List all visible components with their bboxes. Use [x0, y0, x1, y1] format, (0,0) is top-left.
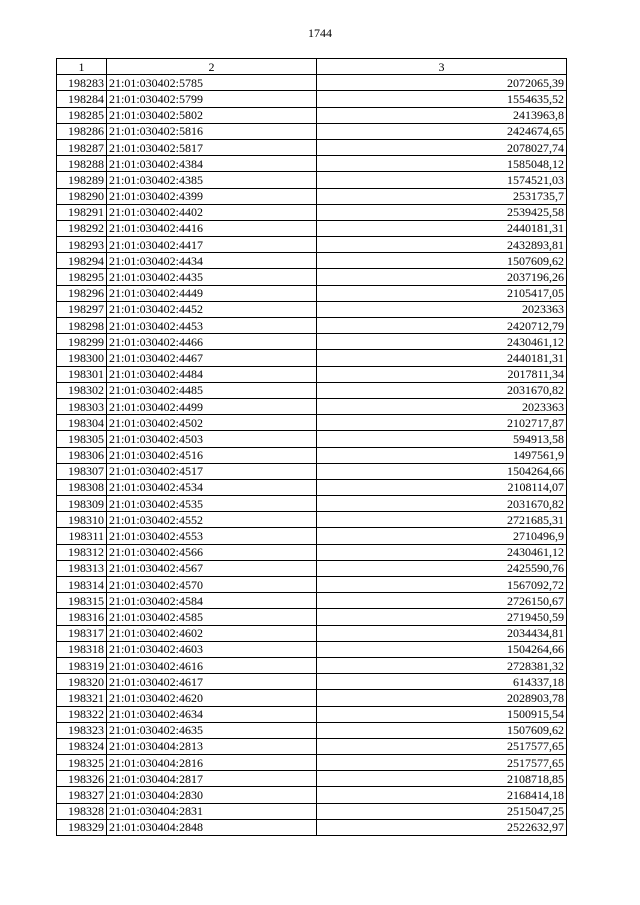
cadastral-number-cell: 21:01:030402:4570	[107, 577, 317, 593]
cadastral-value-cell: 1507609,62	[317, 253, 567, 269]
cadastral-number-cell: 21:01:030402:4402	[107, 204, 317, 220]
row-number-cell: 198287	[57, 139, 107, 155]
table-row	[57, 123, 567, 139]
cadastral-value-cell: 2031670,82	[317, 496, 567, 512]
table-row	[57, 625, 567, 641]
table-row	[57, 787, 567, 803]
cadastral-number-cell: 21:01:030402:4499	[107, 398, 317, 414]
row-number-cell: 198315	[57, 593, 107, 609]
cadastral-value-cell: 2031670,82	[317, 382, 567, 398]
cadastral-value-cell: 2719450,59	[317, 609, 567, 625]
cadastral-value-cell: 2440181,31	[317, 220, 567, 236]
cadastral-value-cell: 2105417,05	[317, 285, 567, 301]
cadastral-number-cell: 21:01:030404:2813	[107, 738, 317, 754]
table-row	[57, 560, 567, 576]
row-number-cell: 198294	[57, 253, 107, 269]
table-row	[57, 463, 567, 479]
table-row	[57, 593, 567, 609]
table-row	[57, 237, 567, 253]
row-number-cell: 198288	[57, 156, 107, 172]
cadastral-value-cell: 2515047,25	[317, 803, 567, 819]
row-number-cell: 198293	[57, 237, 107, 253]
table-row	[57, 285, 567, 301]
row-number-cell: 198311	[57, 528, 107, 544]
cadastral-value-cell: 2078027,74	[317, 139, 567, 155]
cadastral-value-cell: 2522632,97	[317, 819, 567, 835]
cadastral-value-cell: 614337,18	[317, 674, 567, 690]
table-row	[57, 301, 567, 317]
row-number-cell: 198327	[57, 787, 107, 803]
cadastral-value-cell: 2440181,31	[317, 350, 567, 366]
row-number-cell: 198295	[57, 269, 107, 285]
cadastral-value-cell: 1554635,52	[317, 91, 567, 107]
table-row	[57, 544, 567, 560]
cadastral-number-cell: 21:01:030402:4584	[107, 593, 317, 609]
table-row	[57, 107, 567, 123]
cadastral-number-cell: 21:01:030402:4534	[107, 479, 317, 495]
row-number-cell: 198292	[57, 220, 107, 236]
row-number-cell: 198305	[57, 431, 107, 447]
cadastral-value-cell: 2432893,81	[317, 237, 567, 253]
table-row	[57, 350, 567, 366]
row-number-cell: 198283	[57, 75, 107, 91]
cadastral-number-cell: 21:01:030402:4535	[107, 496, 317, 512]
cadastral-value-cell: 2425590,76	[317, 560, 567, 576]
row-number-cell: 198313	[57, 560, 107, 576]
cadastral-value-cell: 2023363	[317, 301, 567, 317]
table-row	[57, 398, 567, 414]
row-number-cell: 198307	[57, 463, 107, 479]
table-row	[57, 269, 567, 285]
row-number-cell: 198326	[57, 771, 107, 787]
row-number-cell: 198296	[57, 285, 107, 301]
cadastral-value-cell: 2420712,79	[317, 318, 567, 334]
table-row	[57, 803, 567, 819]
row-number-cell: 198309	[57, 496, 107, 512]
cadastral-number-cell: 21:01:030402:4416	[107, 220, 317, 236]
cadastral-value-cell: 1500915,54	[317, 706, 567, 722]
cadastral-value-cell: 2430461,12	[317, 544, 567, 560]
table-row	[57, 609, 567, 625]
cadastral-value-cell: 2168414,18	[317, 787, 567, 803]
cadastral-number-cell: 21:01:030402:4620	[107, 690, 317, 706]
cadastral-value-cell: 2413963,8	[317, 107, 567, 123]
cadastral-value-cell: 2710496,9	[317, 528, 567, 544]
cadastral-number-cell: 21:01:030402:4417	[107, 237, 317, 253]
cadastral-number-cell: 21:01:030402:4585	[107, 609, 317, 625]
table-row	[57, 674, 567, 690]
table-row	[57, 156, 567, 172]
row-number-cell: 198301	[57, 366, 107, 382]
cadastral-value-cell: 1497561,9	[317, 447, 567, 463]
table-row	[57, 188, 567, 204]
row-number-cell: 198316	[57, 609, 107, 625]
row-number-cell: 198317	[57, 625, 107, 641]
cadastral-value-cell: 2517577,65	[317, 755, 567, 771]
table-row	[57, 496, 567, 512]
row-number-cell: 198298	[57, 318, 107, 334]
table-row	[57, 528, 567, 544]
cadastral-number-cell: 21:01:030404:2831	[107, 803, 317, 819]
cadastral-value-cell: 2034434,81	[317, 625, 567, 641]
table-row	[57, 172, 567, 188]
table-row	[57, 382, 567, 398]
table-row	[57, 755, 567, 771]
row-number-cell: 198312	[57, 544, 107, 560]
cadastral-number-cell: 21:01:030402:5785	[107, 75, 317, 91]
table-row	[57, 819, 567, 835]
row-number-cell: 198321	[57, 690, 107, 706]
row-number-cell: 198289	[57, 172, 107, 188]
row-number-cell: 198319	[57, 657, 107, 673]
table-row	[57, 220, 567, 236]
cadastral-number-cell: 21:01:030402:4399	[107, 188, 317, 204]
row-number-cell: 198284	[57, 91, 107, 107]
row-number-cell: 198290	[57, 188, 107, 204]
table-row	[57, 91, 567, 107]
row-number-cell: 198285	[57, 107, 107, 123]
row-number-cell: 198325	[57, 755, 107, 771]
cadastral-value-cell: 2108114,07	[317, 479, 567, 495]
row-number-cell: 198286	[57, 123, 107, 139]
row-number-cell: 198299	[57, 334, 107, 350]
cadastral-number-cell: 21:01:030402:4617	[107, 674, 317, 690]
row-number-cell: 198297	[57, 301, 107, 317]
cadastral-value-table	[56, 58, 567, 836]
row-number-cell: 198328	[57, 803, 107, 819]
cadastral-value-cell: 2430461,12	[317, 334, 567, 350]
cadastral-value-cell: 2037196,26	[317, 269, 567, 285]
row-number-cell: 198322	[57, 706, 107, 722]
cadastral-value-cell: 1585048,12	[317, 156, 567, 172]
table-row	[57, 771, 567, 787]
cadastral-number-cell: 21:01:030402:4384	[107, 156, 317, 172]
row-number-cell: 198304	[57, 415, 107, 431]
table-row	[57, 366, 567, 382]
cadastral-number-cell: 21:01:030402:5816	[107, 123, 317, 139]
table-row	[57, 722, 567, 738]
cadastral-number-cell: 21:01:030402:4567	[107, 560, 317, 576]
table-row	[57, 431, 567, 447]
cadastral-value-cell: 2028903,78	[317, 690, 567, 706]
cadastral-number-cell: 21:01:030402:5802	[107, 107, 317, 123]
cadastral-number-cell: 21:01:030402:4435	[107, 269, 317, 285]
cadastral-number-cell: 21:01:030402:4452	[107, 301, 317, 317]
cadastral-number-cell: 21:01:030404:2830	[107, 787, 317, 803]
cadastral-number-cell: 21:01:030402:5799	[107, 91, 317, 107]
row-number-cell: 198303	[57, 398, 107, 414]
cadastral-number-cell: 21:01:030402:4484	[107, 366, 317, 382]
cadastral-number-cell: 21:01:030402:4385	[107, 172, 317, 188]
row-number-cell: 198324	[57, 738, 107, 754]
cadastral-number-cell: 21:01:030402:4552	[107, 512, 317, 528]
row-number-cell: 198306	[57, 447, 107, 463]
cadastral-value-cell: 2102717,87	[317, 415, 567, 431]
cadastral-number-cell: 21:01:030404:2817	[107, 771, 317, 787]
cadastral-value-cell: 2072065,39	[317, 75, 567, 91]
page-number: 1744	[308, 26, 332, 40]
table-row	[57, 512, 567, 528]
table-row	[57, 706, 567, 722]
row-number-cell: 198329	[57, 819, 107, 835]
row-number-cell: 198291	[57, 204, 107, 220]
cadastral-number-cell: 21:01:030402:4634	[107, 706, 317, 722]
table-row	[57, 447, 567, 463]
table-row	[57, 641, 567, 657]
table-body	[57, 75, 567, 836]
cadastral-number-cell: 21:01:030402:4553	[107, 528, 317, 544]
table-row	[57, 657, 567, 673]
cadastral-number-cell: 21:01:030402:4453	[107, 318, 317, 334]
table-row	[57, 253, 567, 269]
table-row	[57, 318, 567, 334]
table-row	[57, 139, 567, 155]
cadastral-number-cell: 21:01:030402:4466	[107, 334, 317, 350]
table-row	[57, 738, 567, 754]
row-number-cell: 198308	[57, 479, 107, 495]
cadastral-number-cell: 21:01:030402:4503	[107, 431, 317, 447]
row-number-cell: 198314	[57, 577, 107, 593]
table-row	[57, 415, 567, 431]
table-row	[57, 334, 567, 350]
cadastral-number-cell: 21:01:030402:4434	[107, 253, 317, 269]
row-number-cell: 198310	[57, 512, 107, 528]
cadastral-value-cell: 2424674,65	[317, 123, 567, 139]
row-number-cell: 198323	[57, 722, 107, 738]
column-header-cadastral-number: 2	[107, 59, 317, 75]
table-row	[57, 577, 567, 593]
cadastral-value-cell: 2721685,31	[317, 512, 567, 528]
cadastral-number-cell: 21:01:030402:4566	[107, 544, 317, 560]
cadastral-value-cell: 1507609,62	[317, 722, 567, 738]
cadastral-value-cell: 2023363	[317, 398, 567, 414]
row-number-cell: 198300	[57, 350, 107, 366]
row-number-cell: 198320	[57, 674, 107, 690]
cadastral-value-cell: 2728381,32	[317, 657, 567, 673]
cadastral-value-cell: 594913,58	[317, 431, 567, 447]
table-row	[57, 204, 567, 220]
cadastral-number-cell: 21:01:030404:2848	[107, 819, 317, 835]
cadastral-value-cell: 2517577,65	[317, 738, 567, 754]
cadastral-number-cell: 21:01:030402:4485	[107, 382, 317, 398]
cadastral-number-cell: 21:01:030402:4516	[107, 447, 317, 463]
row-number-cell: 198318	[57, 641, 107, 657]
cadastral-number-cell: 21:01:030404:2816	[107, 755, 317, 771]
cadastral-number-cell: 21:01:030402:4602	[107, 625, 317, 641]
cadastral-number-cell: 21:01:030402:5817	[107, 139, 317, 155]
cadastral-value-cell: 1567092,72	[317, 577, 567, 593]
cadastral-value-cell: 1504264,66	[317, 463, 567, 479]
cadastral-number-cell: 21:01:030402:4467	[107, 350, 317, 366]
table-row	[57, 690, 567, 706]
cadastral-number-cell: 21:01:030402:4517	[107, 463, 317, 479]
cadastral-number-cell: 21:01:030402:4616	[107, 657, 317, 673]
cadastral-value-cell: 2531735,7	[317, 188, 567, 204]
table-row	[57, 75, 567, 91]
cadastral-value-cell: 1574521,03	[317, 172, 567, 188]
cadastral-value-cell: 2539425,58	[317, 204, 567, 220]
cadastral-number-cell: 21:01:030402:4635	[107, 722, 317, 738]
cadastral-value-cell: 2017811,34	[317, 366, 567, 382]
row-number-cell: 198302	[57, 382, 107, 398]
cadastral-value-cell: 1504264,66	[317, 641, 567, 657]
table-header-row	[57, 59, 567, 75]
column-header-value: 3	[317, 59, 567, 75]
cadastral-value-cell: 2108718,85	[317, 771, 567, 787]
table-row	[57, 479, 567, 495]
column-header-index: 1	[57, 59, 107, 75]
cadastral-number-cell: 21:01:030402:4603	[107, 641, 317, 657]
cadastral-number-cell: 21:01:030402:4502	[107, 415, 317, 431]
cadastral-number-cell: 21:01:030402:4449	[107, 285, 317, 301]
cadastral-value-cell: 2726150,67	[317, 593, 567, 609]
